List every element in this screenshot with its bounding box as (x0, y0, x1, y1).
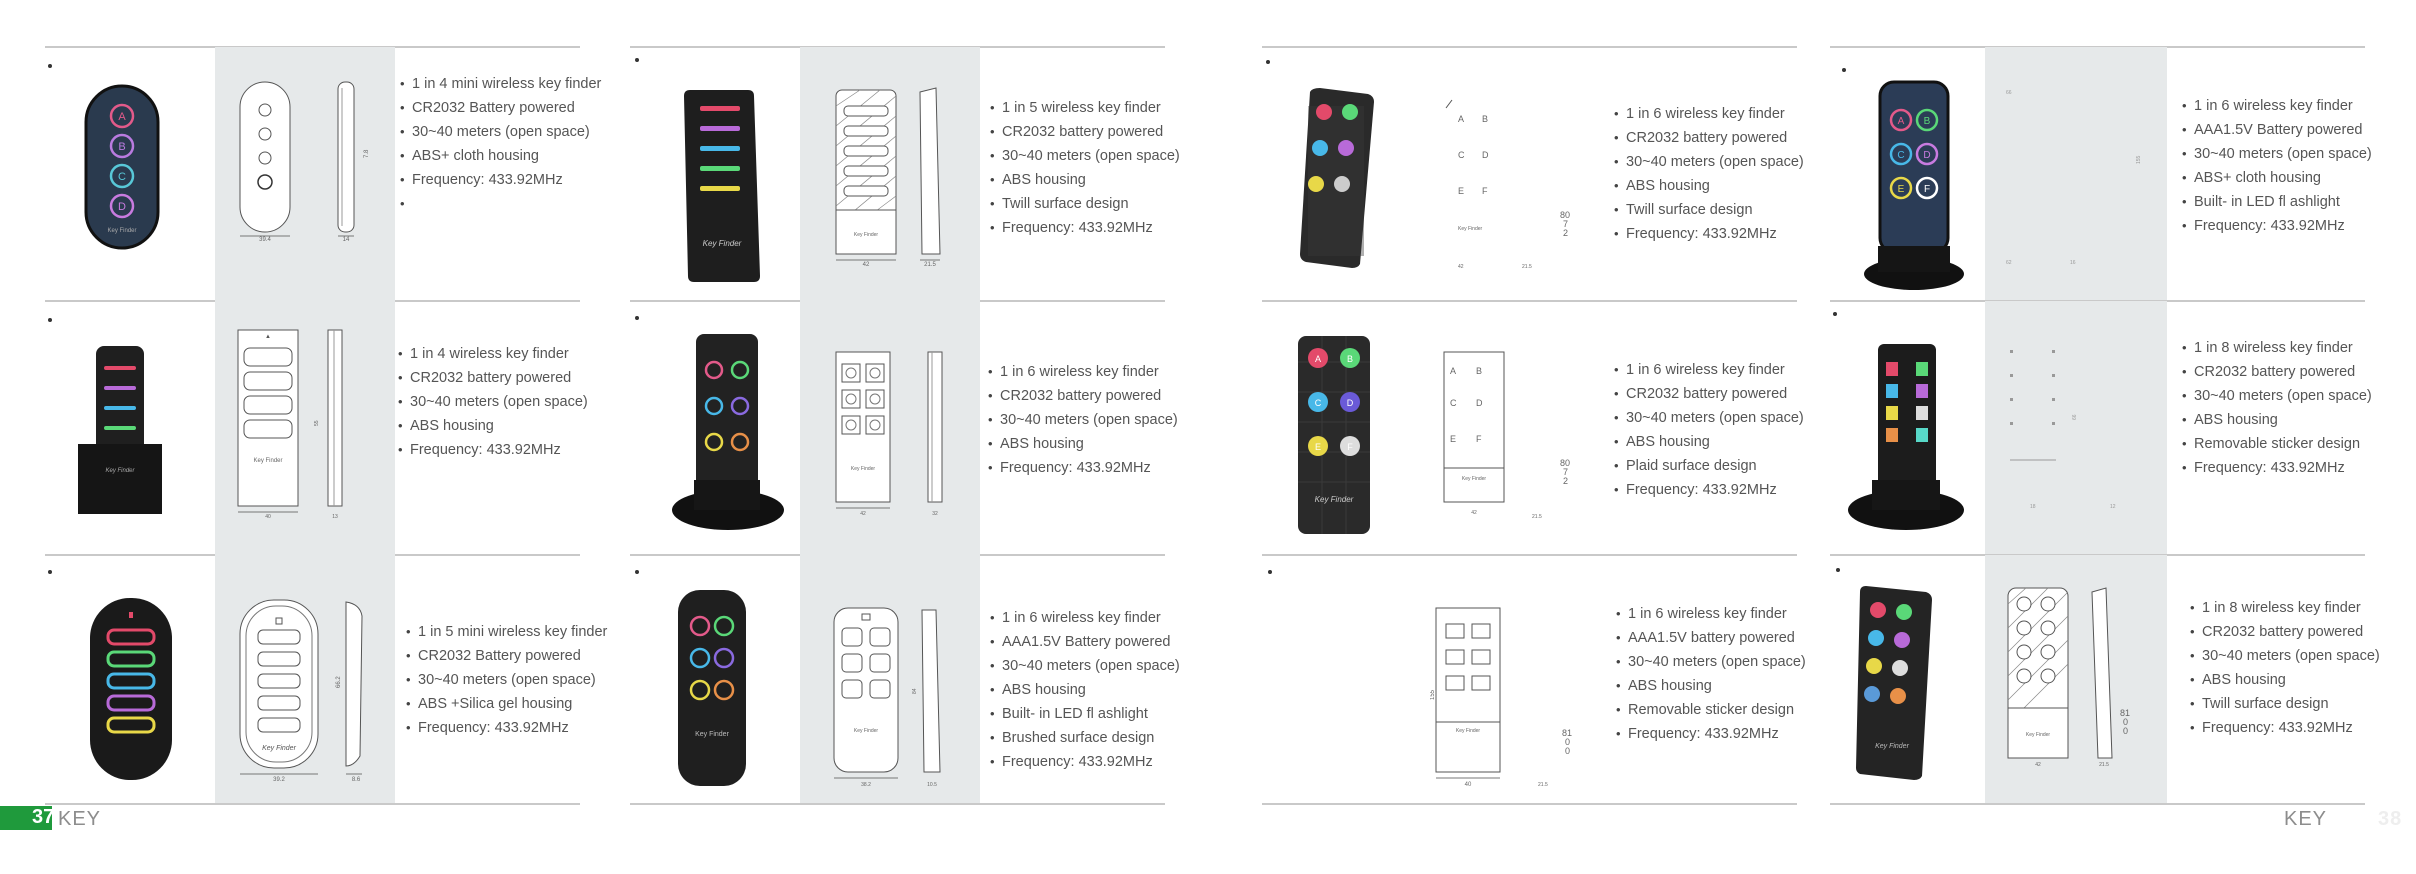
right-page-number: 38 (2378, 808, 2403, 830)
svg-text:D: D (1476, 398, 1483, 408)
left-section-label: KEY (58, 808, 102, 830)
svg-text:84: 84 (912, 688, 918, 694)
feature-item: • 1 in 6 wireless key finder (2182, 94, 2372, 118)
tech-drawing-p11 (1430, 604, 1600, 788)
feature-item: • ABS housing (988, 432, 1178, 456)
feature-item: • AAA1.5V battery powered (1616, 626, 1806, 650)
svg-text:42: 42 (1471, 510, 1477, 516)
rule-row2-c (1262, 300, 1797, 302)
feature-item: • CR2032 battery powered (990, 120, 1180, 144)
feature-item: • ABS housing (2190, 668, 2380, 692)
feature-item: • AAA1.5V Battery powered (990, 630, 1180, 654)
tech-drawing-p8 (2000, 336, 2150, 526)
tech-drawing-p12 (2004, 584, 2154, 770)
svg-text:2: 2 (1563, 228, 1569, 238)
feature-item: • ABS +Silica gel housing (406, 692, 607, 716)
product-image-p2 (678, 86, 764, 286)
product-image-p5 (74, 344, 166, 520)
svg-text:7.8: 7.8 (364, 149, 370, 158)
feature-item: • CR2032 battery powered (1614, 382, 1804, 406)
tech-drawing-p6 (832, 348, 982, 518)
svg-text:Key Finder: Key Finder (853, 232, 879, 238)
feature-list-p10 (990, 606, 1180, 774)
section-marker (1833, 312, 1837, 316)
feature-item: • 1 in 4 mini wireless key finder (400, 72, 601, 96)
feature-item: • 1 in 8 wireless key finder (2182, 336, 2372, 360)
svg-text:80: 80 (1560, 210, 1571, 220)
svg-text:E: E (1450, 434, 1457, 444)
feature-list-p5 (398, 342, 588, 462)
svg-text:0: 0 (2123, 717, 2129, 727)
section-marker (48, 64, 52, 68)
product-image-p1 (82, 82, 162, 252)
feature-item: • Frequency: 433.92MHz (2182, 214, 2372, 238)
svg-text:B: B (1346, 354, 1354, 364)
svg-text:42: 42 (862, 262, 870, 266)
product-image-p4 (1858, 78, 1968, 292)
svg-text:13: 13 (332, 514, 338, 518)
svg-text:E: E (1458, 186, 1465, 196)
feature-item: • 1 in 6 wireless key finder (988, 360, 1178, 384)
tech-drawing-p3 (1440, 96, 1590, 276)
feature-item: • Frequency: 433.92MHz (398, 438, 588, 462)
feature-item: • ABS housing (990, 168, 1180, 192)
svg-text:0: 0 (2123, 726, 2129, 736)
svg-text:81: 81 (2120, 708, 2131, 718)
feature-item: • ABS housing (398, 414, 588, 438)
feature-item: • Built- in LED fl ashlight (2182, 190, 2372, 214)
rule-bottom-b (630, 803, 1165, 805)
svg-text:40: 40 (265, 514, 271, 518)
feature-list-p9 (406, 620, 607, 740)
section-marker (1268, 570, 1272, 574)
svg-text:Key Finder: Key Finder (850, 466, 876, 472)
tech-drawing-p10 (830, 604, 980, 788)
feature-list-p4 (2182, 94, 2372, 238)
feature-list-p11 (1616, 602, 1806, 746)
svg-text:155: 155 (1430, 689, 1436, 700)
svg-text:66.2: 66.2 (336, 676, 342, 688)
feature-list-p12 (2190, 596, 2380, 740)
feature-list-p1 (400, 72, 601, 192)
feature-item: • Frequency: 433.92MHz (990, 216, 1180, 240)
svg-text:8.6: 8.6 (351, 777, 361, 782)
svg-text:▲: ▲ (265, 334, 271, 340)
left-page-number: 37 (32, 806, 55, 828)
svg-text:7: 7 (1563, 467, 1569, 477)
feature-item: • Removable sticker design (1616, 698, 1806, 722)
svg-text:66: 66 (2006, 90, 2012, 96)
feature-item: • ABS housing (990, 678, 1180, 702)
feature-item: • 30~40 meters (open space) (990, 654, 1180, 678)
svg-text:Key Finder: Key Finder (253, 458, 283, 464)
svg-text:Key Finder: Key Finder (1461, 476, 1487, 482)
product-image-p7 (1294, 332, 1374, 538)
svg-text:Key Finder: Key Finder (262, 745, 296, 752)
feature-item: • Frequency: 433.92MHz (988, 456, 1178, 480)
product-image-p10 (674, 586, 750, 790)
feature-item: • 1 in 6 wireless key finder (990, 606, 1180, 630)
product-image-p9 (86, 594, 176, 784)
tech-drawing-p1 (232, 78, 382, 243)
svg-text:155: 155 (2136, 155, 2142, 164)
section-marker (1842, 68, 1846, 72)
brand-label: Key Finder (702, 239, 742, 248)
feature-item: • Frequency: 433.92MHz (1614, 478, 1804, 502)
tech-drawing-p4 (2000, 80, 2150, 280)
svg-text:Key Finder: Key Finder (2025, 732, 2051, 738)
feature-item: • ABS housing (2182, 408, 2372, 432)
svg-text:F: F (1923, 184, 1931, 195)
feature-item: • AAA1.5V Battery powered (2182, 118, 2372, 142)
svg-text:40: 40 (1464, 782, 1472, 788)
feature-item: • CR2032 battery powered (1614, 126, 1804, 150)
svg-text:B: B (1482, 114, 1489, 124)
feature-item: • ABS housing (1616, 674, 1806, 698)
rule-right-1-top (1262, 46, 1797, 48)
svg-text:2: 2 (1563, 476, 1569, 486)
feature-item: • Frequency: 433.92MHz (2182, 456, 2372, 480)
feature-item: • 1 in 6 wireless key finder (1614, 358, 1804, 382)
svg-text:12: 12 (2110, 504, 2116, 510)
feature-item: • 30~40 meters (open space) (406, 668, 607, 692)
section-marker (635, 316, 639, 320)
feature-item: • Plaid surface design (1614, 454, 1804, 478)
svg-text:81: 81 (1562, 728, 1573, 738)
feature-list-p8 (2182, 336, 2372, 480)
svg-text:10.5: 10.5 (927, 782, 937, 788)
feature-item: • Frequency: 433.92MHz (2190, 716, 2380, 740)
feature-item: • CR2032 battery powered (398, 366, 588, 390)
svg-text:32: 32 (932, 511, 938, 517)
feature-item: • ABS+ cloth housing (2182, 166, 2372, 190)
btn-label: A (118, 111, 126, 123)
svg-text:F: F (1347, 442, 1353, 452)
rule-bottom-c (1262, 803, 1797, 805)
feature-item: • Removable sticker design (2182, 432, 2372, 456)
feature-item: • Frequency: 433.92MHz (400, 168, 601, 192)
section-marker (48, 570, 52, 574)
feature-item: • CR2032 Battery powered (400, 96, 601, 120)
btn-label: D (118, 201, 126, 213)
feature-item: • CR2032 battery powered (988, 384, 1178, 408)
rule-row3-c (1262, 554, 1797, 556)
feature-item: • 1 in 6 wireless key finder (1614, 102, 1804, 126)
svg-text:A: A (1450, 366, 1457, 376)
feature-item: • Twill surface design (1614, 198, 1804, 222)
feature-item: • 30~40 meters (open space) (990, 144, 1180, 168)
svg-text:Key Finder: Key Finder (853, 728, 879, 734)
product-image-p6 (668, 330, 788, 536)
svg-text:62: 62 (2006, 260, 2012, 266)
brand-label: Key Finder (695, 731, 729, 738)
svg-text:C: C (1450, 398, 1457, 408)
svg-text:21.5: 21.5 (2099, 762, 2109, 768)
feature-list-p3 (1614, 102, 1804, 246)
feature-item: • 30~40 meters (open space) (398, 390, 588, 414)
product-image-p3 (1298, 86, 1378, 270)
svg-text:80: 80 (1560, 458, 1571, 468)
feature-item: • 30~40 meters (open space) (400, 120, 601, 144)
svg-text:42: 42 (1458, 264, 1464, 270)
feature-item: • 30~40 meters (open space) (1616, 650, 1806, 674)
feature-item: • 30~40 meters (open space) (2182, 142, 2372, 166)
tech-drawing-p2 (830, 86, 980, 266)
feature-item: • CR2032 battery powered (2190, 620, 2380, 644)
btn-label: B (118, 141, 126, 153)
section-marker (48, 318, 52, 322)
feature-list-p2 (990, 96, 1180, 240)
svg-text:21.5: 21.5 (1522, 264, 1532, 270)
svg-text:0: 0 (1565, 746, 1571, 756)
feature-item: • CR2032 Battery powered (406, 644, 607, 668)
feature-item: • 1 in 8 wireless key finder (2190, 596, 2380, 620)
svg-text:A: A (1458, 114, 1465, 124)
svg-text:F: F (1476, 434, 1482, 444)
rule-bottom-a (45, 803, 580, 805)
brand-label: Key Finder (105, 468, 135, 474)
svg-text:21.5: 21.5 (924, 262, 936, 266)
brand-label: Key Finder (107, 228, 137, 234)
svg-text:A: A (1897, 116, 1905, 127)
feature-list-p7 (1614, 358, 1804, 502)
feature-item: • 30~40 meters (open space) (988, 408, 1178, 432)
btn-label: C (118, 171, 126, 183)
feature-item: • 30~40 meters (open space) (2190, 644, 2380, 668)
svg-text:Key Finder: Key Finder (1458, 226, 1483, 232)
svg-text:C: C (1458, 150, 1465, 160)
feature-item: • CR2032 battery powered (2182, 360, 2372, 384)
svg-text:42: 42 (860, 511, 866, 517)
section-marker (1836, 568, 1840, 572)
svg-text:C: C (1314, 398, 1322, 408)
product-image-p8 (1842, 340, 1968, 532)
brand-label: Key Finder (1314, 495, 1354, 504)
rule-bottom-d (1830, 803, 2365, 805)
tech-drawing-p9 (236, 596, 386, 782)
product-image-p12 (1852, 582, 1938, 782)
svg-text:66: 66 (2072, 414, 2078, 420)
svg-text:D: D (1346, 398, 1354, 408)
feature-item: • 30~40 meters (open space) (2182, 384, 2372, 408)
right-section-label: KEY (2284, 808, 2328, 830)
svg-text:E: E (1314, 442, 1322, 452)
feature-item: • Twill surface design (990, 192, 1180, 216)
svg-text:D: D (1923, 150, 1931, 161)
feature-item: • 1 in 5 mini wireless key finder (406, 620, 607, 644)
section-marker (635, 58, 639, 62)
feature-item: • 1 in 6 wireless key finder (1616, 602, 1806, 626)
feature-item: • Frequency: 433.92MHz (406, 716, 607, 740)
svg-text:42: 42 (2035, 762, 2041, 768)
svg-text:7: 7 (1563, 219, 1569, 229)
brand-label: Key Finder (1875, 743, 1909, 750)
feature-item: • Brushed surface design (990, 726, 1180, 750)
section-marker (1266, 60, 1270, 64)
feature-item: • 30~40 meters (open space) (1614, 406, 1804, 430)
svg-text:16: 16 (2070, 260, 2076, 266)
svg-text:21.5: 21.5 (1532, 514, 1542, 520)
svg-text:14: 14 (342, 237, 350, 243)
feature-item: • Built- in LED fl ashlight (990, 702, 1180, 726)
tech-drawing-p7 (1440, 348, 1590, 520)
svg-text:18: 18 (2030, 504, 2036, 510)
feature-item: • 30~40 meters (open space) (1614, 150, 1804, 174)
svg-text:F: F (1482, 186, 1488, 196)
svg-text:38.2: 38.2 (861, 782, 871, 788)
svg-text:55: 55 (314, 420, 320, 426)
feature-item: • Frequency: 433.92MHz (990, 750, 1180, 774)
svg-text:A: A (1314, 354, 1322, 364)
section-marker (635, 570, 639, 574)
svg-text:C: C (1897, 150, 1905, 161)
svg-text:D: D (1482, 150, 1489, 160)
svg-text:B: B (1923, 116, 1931, 127)
svg-text:39.4: 39.4 (259, 237, 271, 243)
feature-item: • ABS housing (1614, 174, 1804, 198)
feature-item: • 1 in 5 wireless key finder (990, 96, 1180, 120)
feature-list-p6 (988, 360, 1178, 480)
feature-item: • Frequency: 433.92MHz (1614, 222, 1804, 246)
svg-text:21.5: 21.5 (1538, 782, 1548, 788)
feature-item: • Twill surface design (2190, 692, 2380, 716)
svg-text:E: E (1897, 184, 1905, 195)
svg-text:B: B (1476, 366, 1483, 376)
svg-text:39.2: 39.2 (273, 777, 285, 782)
tech-drawing-p5 (234, 326, 384, 518)
feature-item: • 1 in 4 wireless key finder (398, 342, 588, 366)
feature-item: • Frequency: 433.92MHz (1616, 722, 1806, 746)
feature-item: • ABS+ cloth housing (400, 144, 601, 168)
svg-text:Key Finder: Key Finder (1455, 728, 1481, 734)
svg-text:0: 0 (1565, 737, 1571, 747)
feature-item: • ABS housing (1614, 430, 1804, 454)
